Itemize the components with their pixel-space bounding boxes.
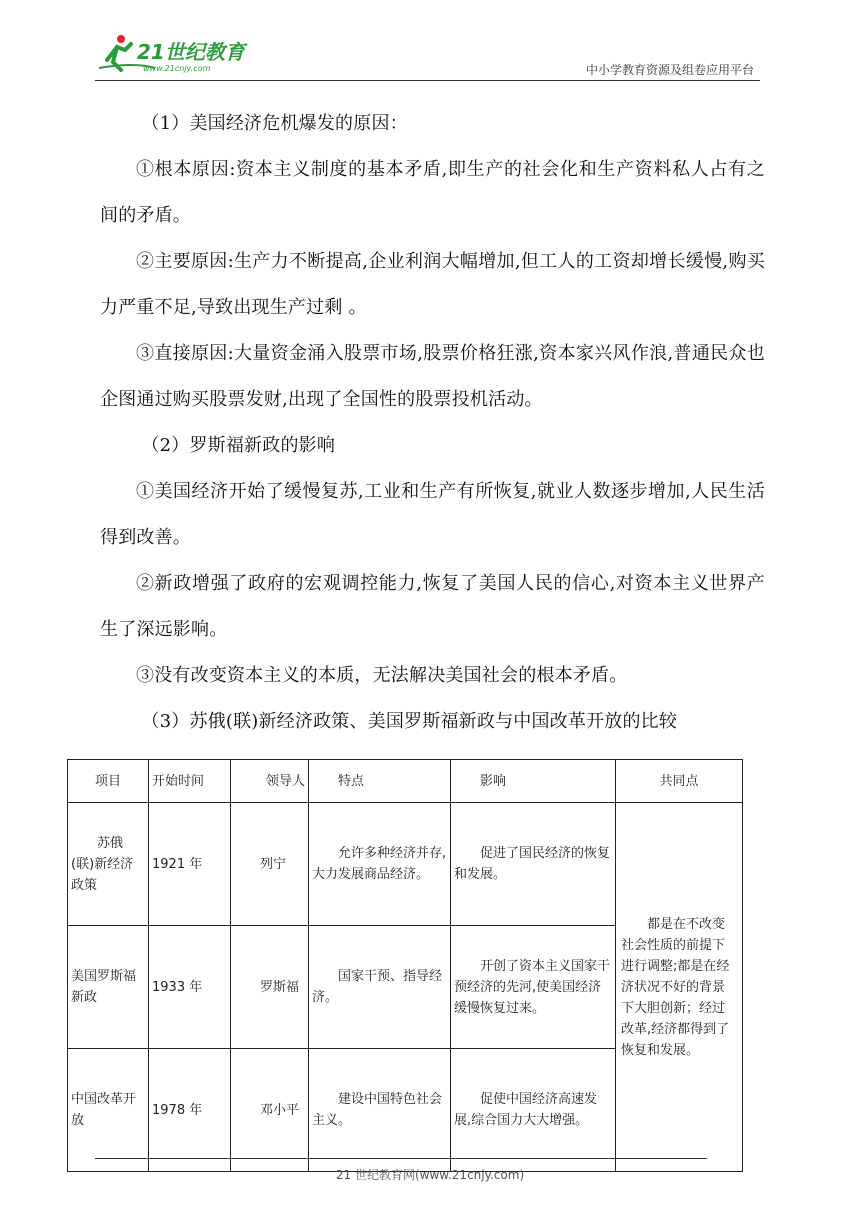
paragraph-5: ②新政增强了政府的宏观调控能力,恢复了美国人民的信心,对资本主义世界产生了深远影响。 (100, 573, 765, 640)
header-divider (95, 80, 760, 81)
cell-common: 都是在不改变社会性质的前提下进行调整;都是在经济状况不好的背景下大胆创新；经过改革,经济都得到了恢复和发展。 (616, 803, 743, 1172)
logo-url: www.21cnjy.com (143, 64, 211, 73)
footer-divider (95, 1158, 707, 1159)
cell-impact: 促使中国经济高速发展,综合国力大大增强。 (451, 1049, 616, 1172)
comparison-table (67, 759, 743, 1172)
logo-text: 21世纪教育 (137, 40, 245, 64)
table-row (68, 803, 743, 926)
section-heading-2: （2）罗斯福新政的影响 (141, 435, 336, 456)
header-cell-common: 共同点 (616, 760, 743, 803)
cell-time: 1921 年 (149, 803, 231, 926)
page-header (95, 28, 760, 80)
cell-time: 1933 年 (149, 926, 231, 1049)
cell-item: 苏俄(联)新经济政策 (68, 803, 149, 926)
header-cell-leader: 领导人 (231, 760, 309, 803)
cell-feature: 国家干预、指导经济。 (309, 926, 451, 1049)
paragraph-1: ①根本原因:资本主义制度的基本矛盾,即生产的社会化和生产资料私人占有之间的矛盾。 (100, 159, 765, 226)
cell-feature: 建设中国特色社会主义。 (309, 1049, 451, 1172)
cell-item: 美国罗斯福新政 (68, 926, 149, 1049)
header-cell-impact: 影响 (451, 760, 616, 803)
table-header-row (68, 760, 743, 803)
platform-label: 中小学教育资源及组卷应用平台 (585, 63, 754, 77)
cell-time: 1978 年 (149, 1049, 231, 1172)
footer-text: 21 世纪教育网(www.21cnjy.com) (335, 1168, 525, 1182)
cell-leader: 罗斯福 (231, 926, 309, 1049)
paragraph-2: ②主要原因:生产力不断提高,企业利润大幅增加,但工人的工资却增长缓慢,购买力严重不足,导致出现生产过剩 。 (100, 251, 765, 318)
cell-leader: 列宁 (231, 803, 309, 926)
header-cell-feature: 特点 (309, 760, 451, 803)
header-cell-item: 项目 (68, 760, 149, 803)
cell-feature: 允许多种经济并存,大力发展商品经济。 (309, 803, 451, 926)
paragraph-4: ①美国经济开始了缓慢复苏,工业和生产有所恢复,就业人数逐步增加,人民生活得到改善。 (100, 481, 765, 548)
paragraph-3: ③直接原因:大量资金涌入股票市场,股票价格狂涨,资本家兴风作浪,普通民众也企图通过购买股票发财,出现了全国性的股票投机活动。 (100, 343, 765, 410)
site-logo (95, 32, 265, 74)
cell-leader: 邓小平 (231, 1049, 309, 1172)
cell-item: 中国改革开放 (68, 1049, 149, 1172)
cell-impact: 开创了资本主义国家干预经济的先河,使美国经济缓慢恢复过来。 (451, 926, 616, 1049)
header-cell-time: 开始时间 (149, 760, 231, 803)
section-heading-1: （1）美国经济危机爆发的原因： (141, 113, 408, 134)
document-body (100, 101, 765, 745)
section-heading-3: （3）苏俄(联)新经济政策、美国罗斯福新政与中国改革开放的比较 (141, 711, 678, 732)
paragraph-6: ③没有改变资本主义的本质，无法解决美国社会的根本矛盾。 (136, 665, 628, 686)
cell-impact: 促进了国民经济的恢复和发展。 (451, 803, 616, 926)
